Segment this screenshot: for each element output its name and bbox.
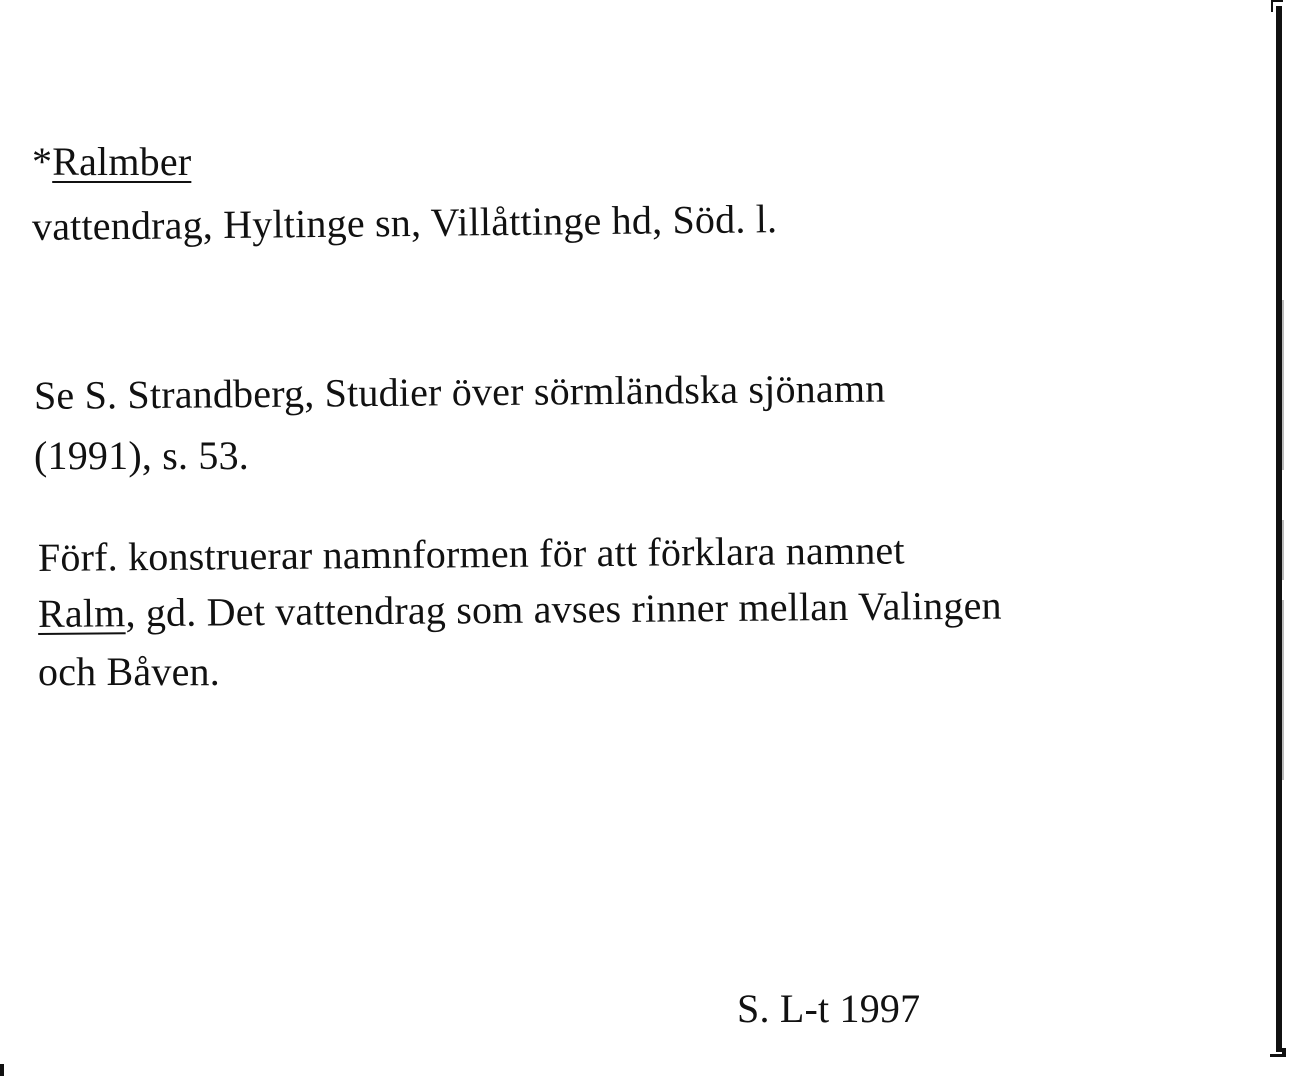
scan-faint-line-3: [1282, 600, 1284, 780]
scan-speck: [0, 1064, 4, 1076]
note-line-2-rest: , gd. Det vattendrag som avses rinner mellan Valingen: [125, 582, 1002, 636]
note-place-name: Ralm: [37, 590, 126, 636]
headword: Ralmber: [52, 139, 192, 184]
scan-faint-line-2: [1282, 520, 1284, 580]
asterisk-mark: *: [32, 139, 53, 184]
signature: S. L-t 1997: [737, 986, 921, 1031]
reference-line-1: Se S. Strandberg, Studier över sörmländska sjönamn: [33, 365, 886, 418]
headword-line: [32, 138, 191, 186]
place-description: vattendrag, Hyltinge sn, Villåttinge hd, Söd. l.: [31, 196, 778, 249]
reference-line-2: (1991), s. 53.: [34, 433, 250, 478]
scan-edge-bottom-mark: [1270, 1048, 1286, 1057]
note-line-2: [38, 582, 1002, 638]
note-line-3: och Båven.: [38, 649, 220, 694]
scan-faint-line-1: [1282, 300, 1284, 470]
note-line-1: Förf. konstruerar namnformen för att förklara namnet: [37, 527, 905, 580]
